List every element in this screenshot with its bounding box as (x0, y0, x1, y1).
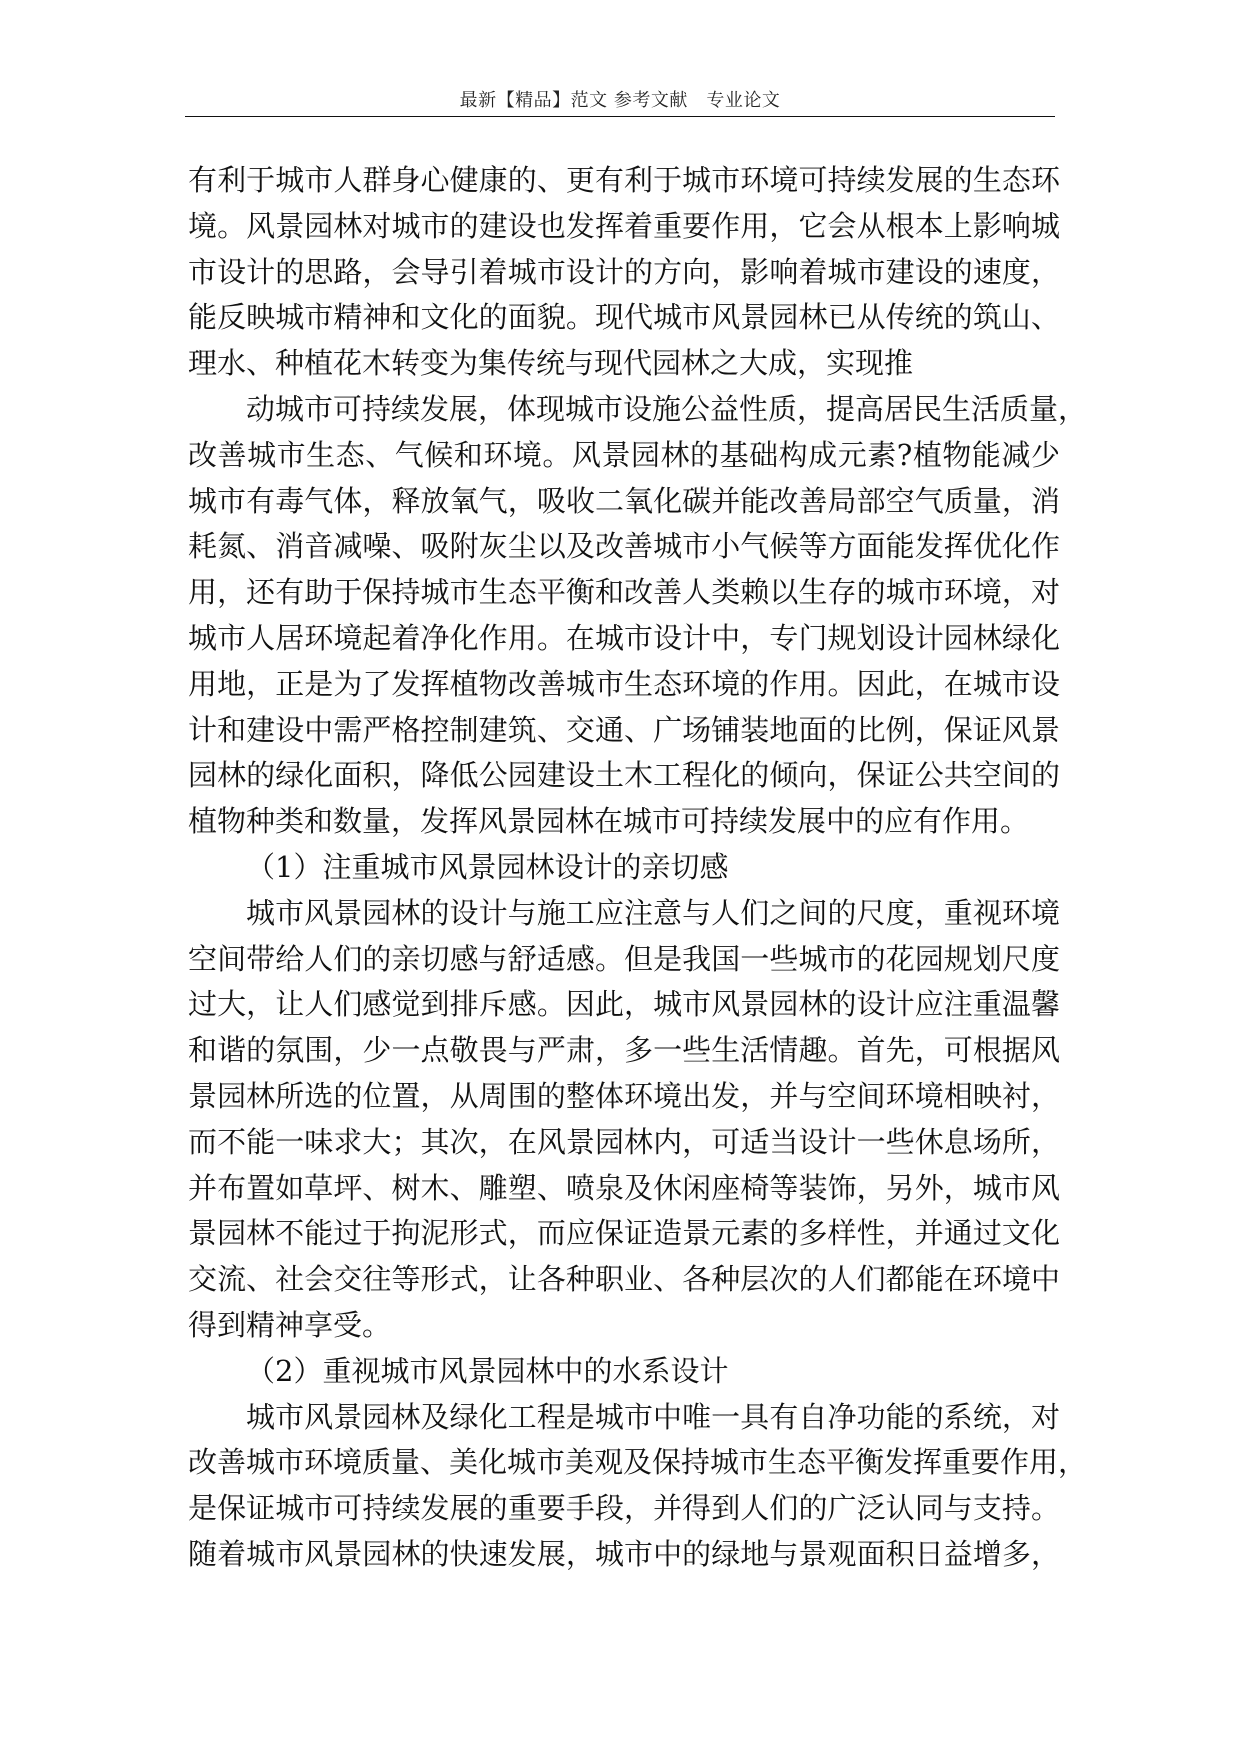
text-line: 能反映城市精神和文化的面貌。现代城市风景园林已从传统的筑山、 (188, 300, 1060, 335)
text-line: 计和建设中需严格控制建筑、交通、广场铺装地面的比例，保证风景 (188, 712, 1060, 747)
text-line: 空间带给人们的亲切感与舒适感。但是我国一些城市的花园规划尺度 (188, 941, 1060, 976)
text-line: 城市风景园林的设计与施工应注意与人们之间的尺度，重视环境 (246, 895, 1060, 930)
section-heading: （2）重视城市风景园林中的水系设计 (246, 1353, 729, 1388)
text-line: 得到精神享受。 (188, 1307, 392, 1342)
text-line: 景园林不能过于拘泥形式，而应保证造景元素的多样性，并通过文化 (188, 1216, 1060, 1251)
text-line: 动城市可持续发展，体现城市设施公益性质，提高居民生活质量， (246, 391, 1088, 426)
text-line: 理水、种植花木转变为集传统与现代园林之大成，实现推 (188, 346, 914, 381)
text-line: 城市有毒气体，释放氧气，吸收二氧化碳并能改善局部空气质量，消 (188, 483, 1060, 518)
text-line: 和谐的氛围，少一点敬畏与严肃，多一些生活情趣。首先，可根据风 (188, 1033, 1060, 1068)
page-header: 最新【精品】范文 参考文献 专业论文 (459, 90, 781, 111)
text-line: 植物种类和数量，发挥风景园林在城市可持续发展中的应有作用。 (188, 804, 1030, 839)
text-line: 境。风景园林对城市的建设也发挥着重要作用，它会从根本上影响城 (188, 208, 1060, 243)
header-divider (185, 116, 1055, 117)
text-line: 随着城市风景园林的快速发展，城市中的绿地与景观面积日益增多， (188, 1536, 1060, 1571)
text-line: 改善城市环境质量、美化城市美观及保持城市生态平衡发挥重要作用， (188, 1445, 1088, 1480)
text-line: 城市风景园林及绿化工程是城市中唯一具有自净功能的系统，对 (246, 1399, 1060, 1434)
text-line: 交流、社会交往等形式，让各种职业、各种层次的人们都能在环境中 (188, 1262, 1060, 1297)
text-line: 并布置如草坪、树木、雕塑、喷泉及休闲座椅等装饰，另外，城市风 (188, 1170, 1060, 1205)
text-line: 用，还有助于保持城市生态平衡和改善人类赖以生存的城市环境，对 (188, 575, 1060, 610)
text-line: 用地，正是为了发挥植物改善城市生态环境的作用。因此，在城市设 (188, 666, 1060, 701)
text-line: 园林的绿化面积，降低公园建设土木工程化的倾向，保证公共空间的 (188, 758, 1060, 793)
text-line: 是保证城市可持续发展的重要手段，并得到人们的广泛认同与支持。 (188, 1491, 1060, 1526)
text-line: 景园林所选的位置，从周围的整体环境出发，并与空间环境相映衬， (188, 1078, 1060, 1113)
text-line: 改善城市生态、气候和环境。风景园林的基础构成元素?植物能减少 (188, 437, 1060, 472)
section-heading: （1）注重城市风景园林设计的亲切感 (246, 849, 729, 884)
text-line: 而不能一味求大；其次，在风景园林内，可适当设计一些休息场所， (188, 1124, 1060, 1159)
body-text (188, 158, 1088, 1578)
text-line: 耗氮、消音减噪、吸附灰尘以及改善城市小气候等方面能发挥优化作 (188, 529, 1060, 564)
text-line: 市设计的思路，会导引着城市设计的方向，影响着城市建设的速度， (188, 254, 1060, 289)
text-line: 城市人居环境起着净化作用。在城市设计中，专门规划设计园林绿化 (188, 620, 1060, 655)
text-line: 有利于城市人群身心健康的、更有利于城市环境可持续发展的生态环 (188, 163, 1060, 197)
text-line: 过大，让人们感觉到排斥感。因此，城市风景园林的设计应注重温馨 (188, 987, 1060, 1022)
